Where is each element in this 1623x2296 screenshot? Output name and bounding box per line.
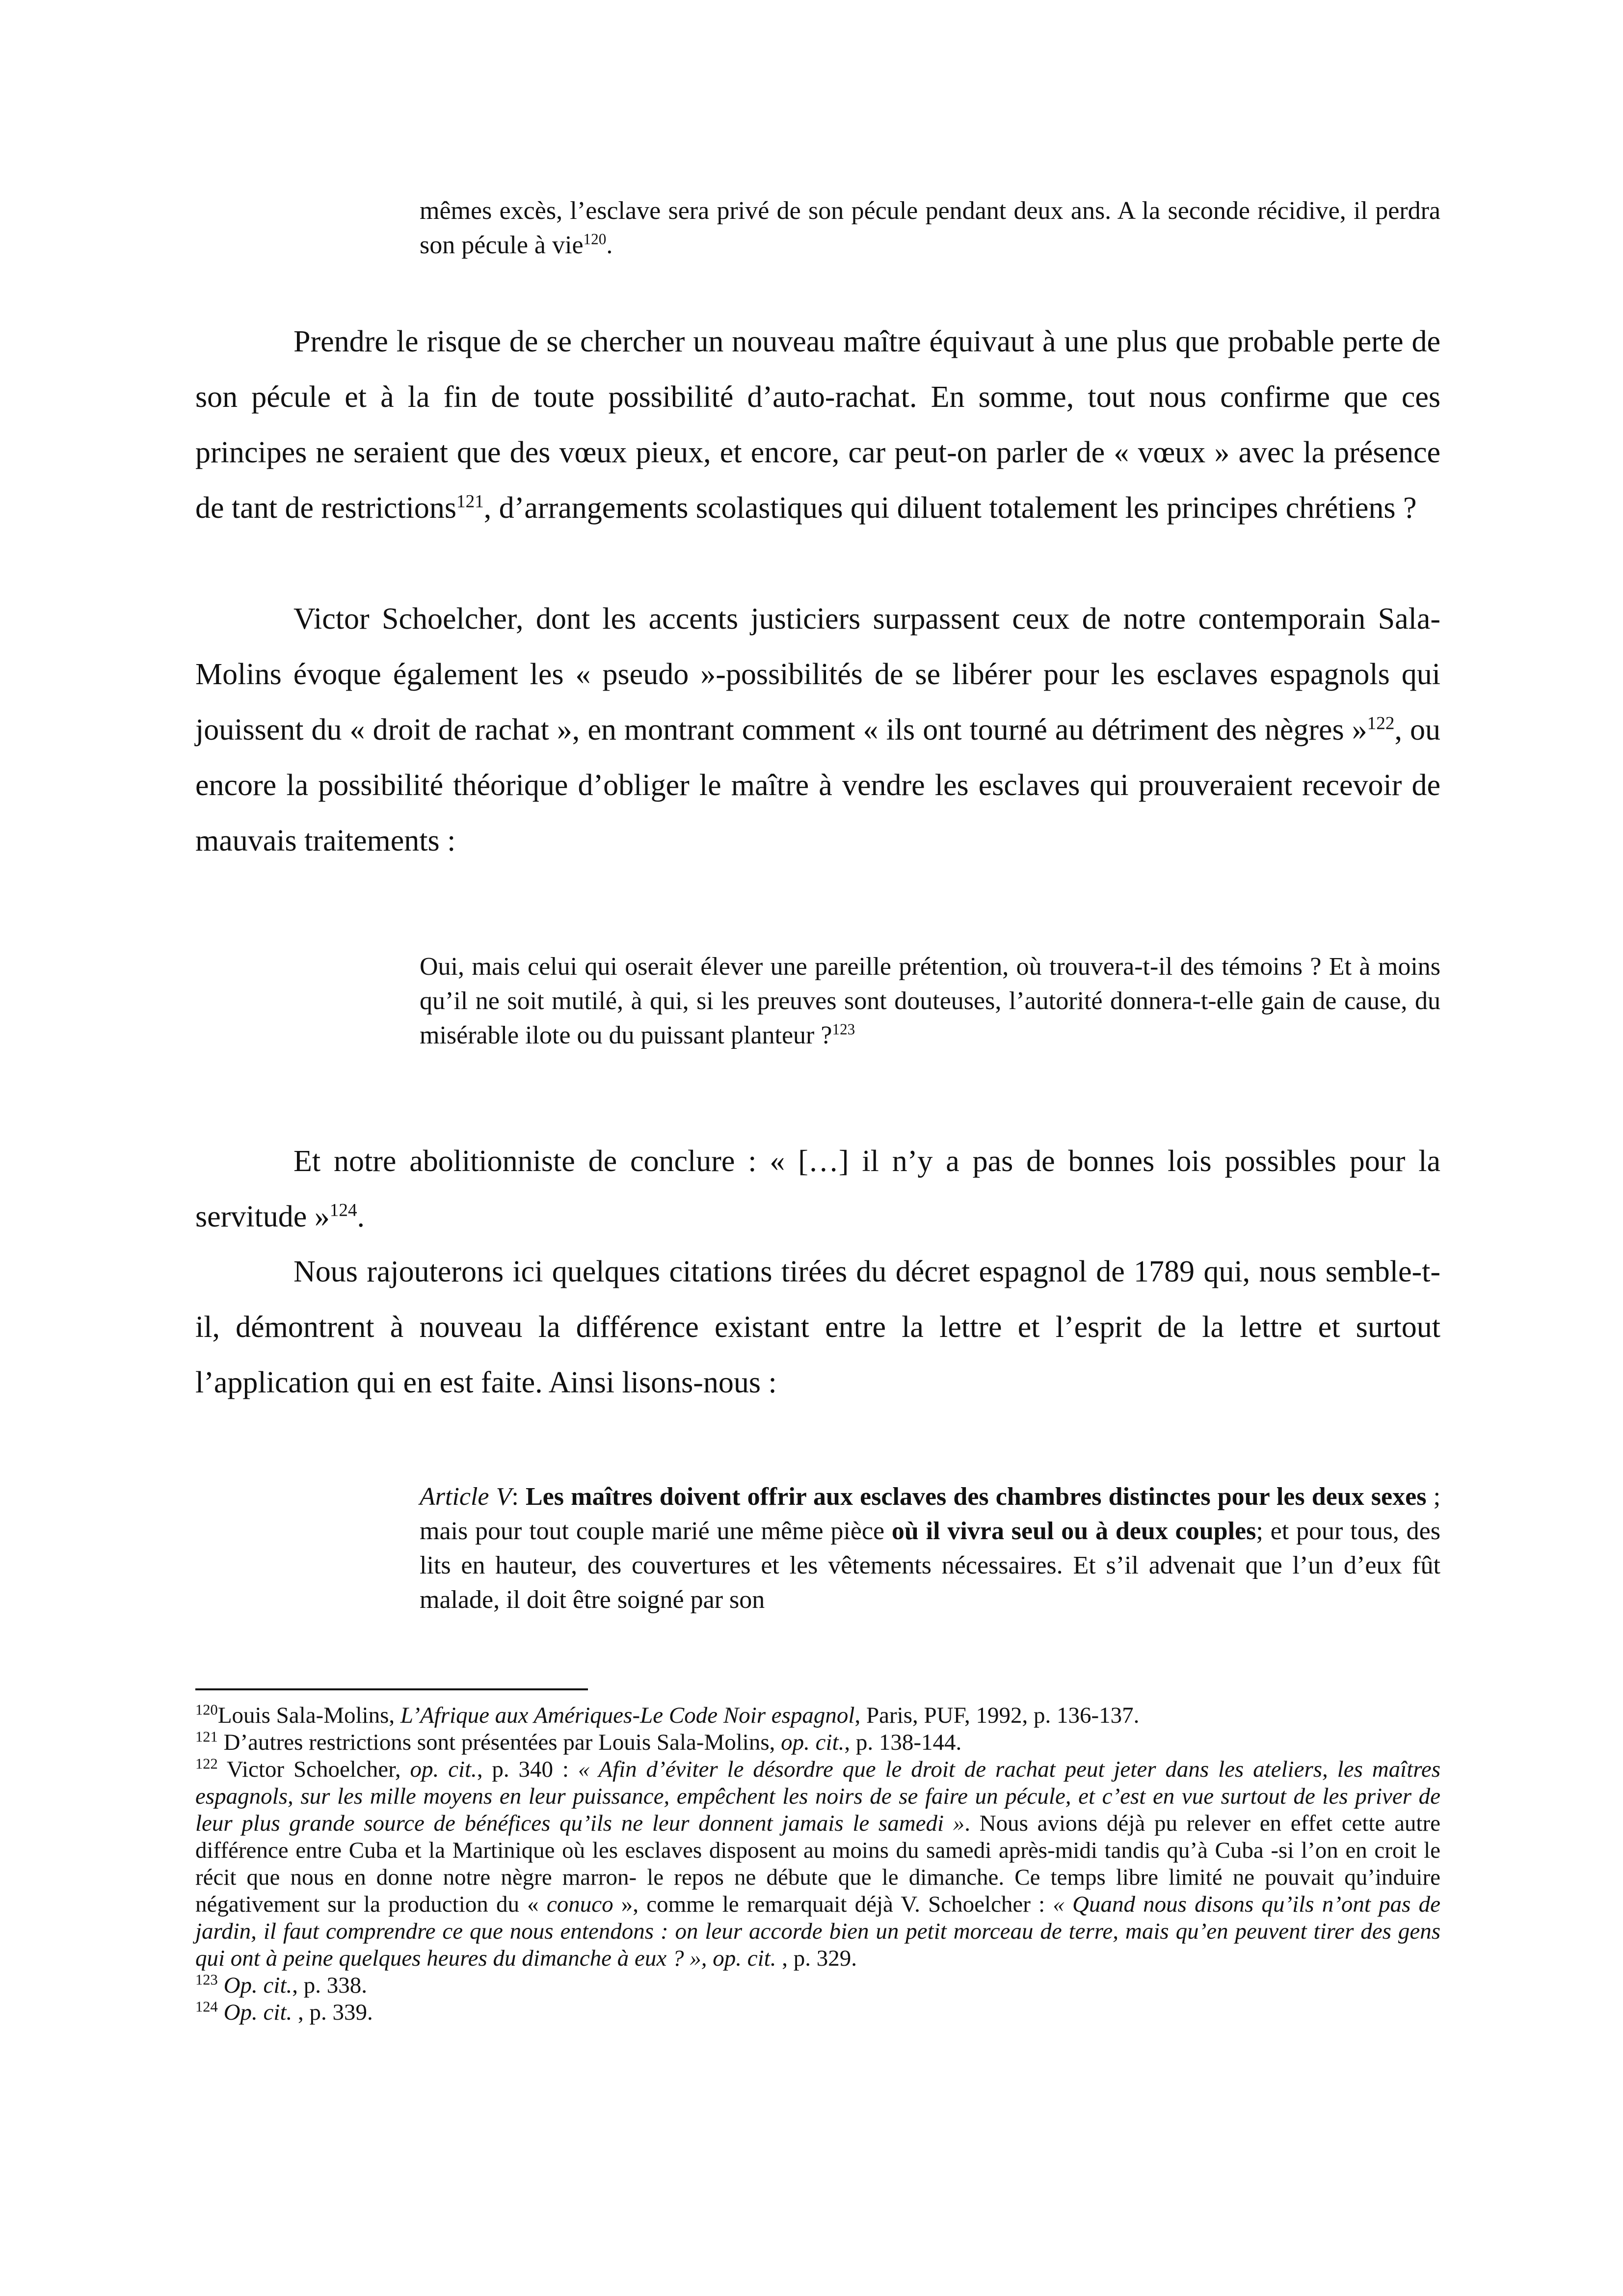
quote-text: mêmes excès, l’esclave sera privé de son pécule pendant deux ans. A la seconde récidive, il perdra son pécule à vie — [420, 197, 1440, 259]
bold-text: Les maîtres doivent offrir aux esclaves des chambres distinctes pour les deux sexes — [526, 1483, 1427, 1511]
paragraph-text: Victor Schoelcher, dont les accents justiciers surpassent ceux de notre contemporain Sala-Molins évoque également les « pseudo »-possibilités de se libérer pour les esclaves espagnols qui jouissent du « droit de rachat », en montrant comment « ils ont tourné au détriment des nègres » — [195, 602, 1440, 747]
body-paragraph: Prendre le risque de se chercher un nouveau maître équivaut à une plus que probable perte de son pécule et à la fin de toute possibilité d’auto-rachat. En somme, tout nous confirme que ces principes ne seraient que des vœux pieux, et encore, car peut-on parler de « vœux » avec la présence de tant de restrictions$^{121}$, d’arrangements scolastiques qui diluent totalement les principes chrétiens ? — [195, 325, 1440, 525]
quoted-text: « Afin d’éviter le désordre que le droit de rachat peut jeter dans les ateliers, les maîtres espagnols, sur les mille moyens en leur puissance, empêchent les noirs de se faire un pécule, et c’est en vue surtout de les priver de leur plus grande source de bénéfices qu’ils ne leur donnent jamais le samedi » — [195, 1757, 1440, 1836]
block-quote-article: Article V: Les maîtres doivent offrir aux esclaves des chambres distinctes pour les deux sexes ; mais pour tout couple marié une même pièce où il vivra seul ou à deux couples; et pour tous, des lits en hauteur, des couvertures et les vêtements nécessaires. Et s’il advenait que l’un d’eux fût malade, il doit être soigné par son — [420, 1483, 1441, 1614]
body-paragraph: Et notre abolitionniste de conclure : « […] il n’y a pas de bonnes lois possibles pour la servitude »$^{124}$. — [195, 1145, 1440, 1233]
footnote-124: $^{124}$ Op. cit. , p. 339. — [195, 1998, 373, 2025]
paragraph-text: Nous rajouterons ici quelques citations tirées du décret espagnol de 1789 qui, nous semble-t-il, démontrent à nouveau la différence existant entre la lettre et l’esprit de la lettre et surtout l’application qui en est faite. Ainsi lisons-nous : — [195, 1255, 1440, 1399]
footnotes — [195, 1702, 1440, 2026]
book-title: L’Afrique aux Amériques-Le Code Noir espagnol — [400, 1703, 855, 1728]
footnote-ref[interactable]: 120 — [583, 230, 607, 248]
footnote-number: 122 — [195, 1755, 218, 1772]
body-paragraph — [195, 1244, 1440, 1411]
quote-text: Oui, mais celui qui oserait élever une pareille prétention, où trouvera-t-il des témoins ? Et à moins qu’il ne soit mutilé, à qui, si les preuves sont douteuses, l’autorité donnera-t-elle gain de cause, du misérable ilote ou du puissant planteur ? — [420, 953, 1440, 1049]
footnote-121: $^{121}$ D’autres restrictions sont présentées par Louis Sala-Molins, op. cit., p. 138-144. — [195, 1728, 962, 1755]
paragraph-text: Et notre abolitionniste de conclure : « […] il n’y a pas de bonnes lois possibles pour la servitude » — [195, 1145, 1440, 1233]
footnote-number: 124 — [195, 1998, 218, 2015]
quoted-text: « Quand nous disons qu’ils n’ont pas de jardin, il faut comprendre ce que nous entendons : on leur accorde bien un petit morceau de terre, mais qu’en peuvent tirer des gens qui ont à peine quelques heures du dimanche à eux ? », op. cit. — [195, 1892, 1440, 1971]
footnote-number: 123 — [195, 1971, 218, 1988]
footnote-ref[interactable]: 121 — [456, 491, 484, 512]
footnote-number: 120 — [195, 1701, 218, 1718]
footnote-123: $^{123}$ Op. cit., p. 338. — [195, 1971, 367, 1998]
body-paragraph: Victor Schoelcher, dont les accents justiciers surpassent ceux de notre contemporain Sala-Molins évoque également les « pseudo »-possibilités de se libérer pour les esclaves espagnols qui jouissent du « droit de rachat », en montrant comment « ils ont tourné au détriment des nègres »$^{122}$, ou encore la possibilité théorique d’obliger le maître à vendre les esclaves qui prouveraient recevoir de mauvais traitements : — [195, 602, 1440, 857]
footnote-separator — [195, 1688, 588, 1690]
footnote-120: $^{120}$Louis Sala-Molins, L’Afrique aux Amériques-Le Code Noir espagnol, Paris, PUF, 1992, p. 136-137. — [195, 1701, 1140, 1728]
footnote-ref[interactable]: 122 — [1367, 713, 1395, 734]
block-quote — [420, 950, 1440, 1053]
footnote-ref[interactable]: 124 — [329, 1200, 357, 1221]
paragraph-text: Prendre le risque de se chercher un nouveau maître équivaut à une plus que probable perte de son pécule et à la fin de toute possibilité d’auto-rachat. En somme, tout nous confirme que ces principes ne seraient que des vœux pieux, et encore, car peut-on parler de « vœux » avec la présence de tant de restrictions — [195, 325, 1440, 525]
block-quote-continuation: mêmes excès, l’esclave sera privé de son pécule pendant deux ans. A la seconde récidive, il perdra son pécule à vie$^{120}$. — [420, 197, 1440, 259]
footnote-122: $^{122}$ Victor Schoelcher, op. cit., p. 340 : « Afin d’éviter le désordre que le droit de rachat peut jeter dans les ateliers, les maîtres espagnols, sur les mille moyens en leur puissance, empêchent les noirs de se faire un pécule, et c’est en vue surtout de les priver de leur plus grande source de bénéfices qu’ils ne leur donnent jamais le samedi ». Nous avions déjà pu relever en effet cette autre différence entre Cuba et la Martinique où les esclaves disposent au moins du samedi après-midi tandis qu’à Cuba -si l’on en croit le récit que nous en donne notre nègre marron- le repos ne débute que le dimanche. Ce temps libre limité ne pouvait qu’induire négativement sur la production du « conuco », comme le remarquait déjà V. Schoelcher : « Quand nous disons qu’ils n’ont pas de jardin, il faut comprendre ce que nous entendons : on leur accorde bien un petit morceau de terre, mais qu’en peuvent tirer des gens qui ont à peine quelques heures du dimanche à eux ? », op. cit. , p. 329. — [195, 1755, 1441, 1971]
bold-text: où il vivra seul ou à deux couples — [891, 1517, 1256, 1545]
footnote-ref[interactable]: 123 — [832, 1020, 855, 1038]
article-label: Article V — [420, 1483, 512, 1511]
footnote-number: 121 — [195, 1728, 218, 1745]
